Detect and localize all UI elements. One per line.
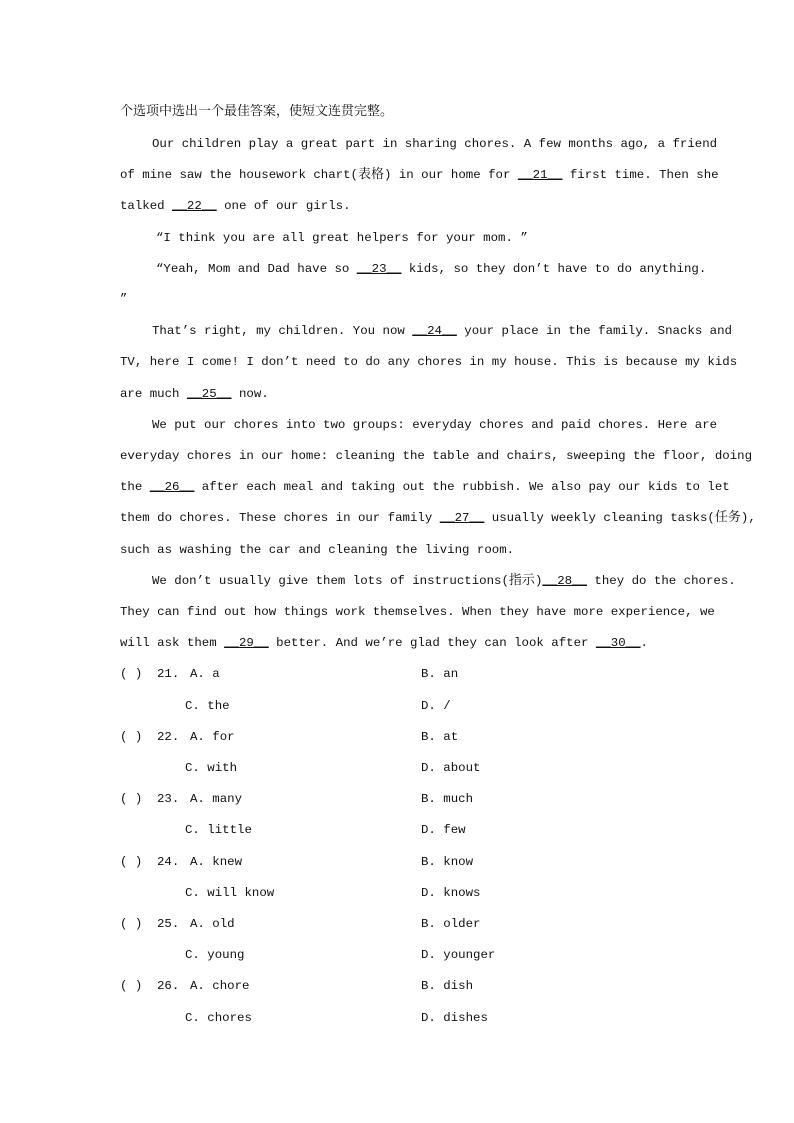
passage-text: ) in our home for — [383, 168, 518, 182]
passage-line — [152, 417, 718, 433]
answer-paren[interactable]: ( ) — [120, 979, 143, 993]
instruction-text: 个选项中选出一个最佳答案，使短文连贯完整。 — [120, 104, 394, 119]
question-25 — [120, 916, 680, 932]
passage-line — [152, 136, 718, 152]
question-24 — [120, 854, 680, 870]
option-a: A. knew — [190, 855, 243, 869]
question-number: 25. — [157, 917, 180, 931]
question-number: 21. — [157, 667, 180, 681]
passage-text: They can find out how things work themselves. When they have more experience, we — [120, 605, 715, 619]
question-24-row2 — [120, 885, 680, 901]
option-d: D. younger — [421, 948, 496, 962]
blank-30: __30__ — [595, 636, 641, 650]
option-b: B. dish — [421, 979, 474, 993]
option-c: C. chores — [185, 1011, 252, 1025]
passage-text: kids, so they don’t have to do anything. — [401, 262, 707, 276]
passage-text: everyday chores in our home: cleaning the table and chairs, sweeping the floor, doing — [120, 449, 753, 463]
question-22-row2 — [120, 760, 680, 776]
blank-27: __27__ — [439, 511, 485, 525]
passage-line — [120, 604, 715, 620]
passage-text: are much — [120, 387, 187, 401]
option-b: B. much — [421, 792, 474, 806]
option-d: D. knows — [421, 886, 481, 900]
passage-text: will ask them — [120, 636, 225, 650]
passage-line — [120, 479, 730, 495]
passage-text: ” — [120, 292, 128, 306]
answer-paren[interactable]: ( ) — [120, 917, 143, 931]
passage-text: after each meal and taking out the rubbish. We also pay our kids to let — [194, 480, 730, 494]
passage-text: talked — [120, 199, 173, 213]
passage-text: first time. Then she — [562, 168, 719, 182]
passage-text-cn: 指示 — [508, 573, 535, 588]
answer-paren[interactable]: ( ) — [120, 730, 143, 744]
option-b: B. an — [421, 667, 459, 681]
passage-line — [120, 198, 675, 214]
passage-text: now. — [231, 387, 269, 401]
question-number: 22. — [157, 730, 180, 744]
question-number: 23. — [157, 792, 180, 806]
passage-text: We don’t usually give them lots of instructions( — [152, 574, 509, 588]
passage-text-cn: 任务 — [714, 510, 741, 525]
blank-26: __26__ — [149, 480, 195, 494]
blank-29: __29__ — [224, 636, 269, 650]
option-c: C. little — [185, 823, 252, 837]
passage-text: better. And we’re glad they can look after — [268, 636, 596, 650]
blank-22: __22__ — [172, 199, 217, 213]
option-b: B. at — [421, 730, 459, 744]
passage-line — [120, 291, 675, 307]
passage-text: your place in the family. Snacks and — [456, 324, 732, 338]
question-26-row2 — [120, 1010, 680, 1026]
question-23-row2 — [120, 822, 680, 838]
passage-text: ), — [740, 511, 756, 525]
option-d: D. dishes — [421, 1011, 488, 1025]
blank-23: __23__ — [356, 262, 402, 276]
option-d: D. few — [421, 823, 466, 837]
passage-line — [120, 354, 738, 370]
question-number: 26. — [157, 979, 180, 993]
question-25-row2 — [120, 947, 680, 963]
question-21 — [120, 666, 680, 682]
option-a: A. many — [190, 792, 243, 806]
option-c: C. the — [185, 699, 230, 713]
question-26 — [120, 978, 680, 994]
answer-paren[interactable]: ( ) — [120, 855, 143, 869]
blank-25: __25__ — [186, 387, 232, 401]
blank-28: __28__ — [542, 574, 587, 588]
passage-line — [120, 510, 756, 526]
option-d: D. / — [421, 699, 451, 713]
answer-paren[interactable]: ( ) — [120, 667, 143, 681]
passage-text: usually weekly cleaning tasks( — [484, 511, 715, 525]
blank-24: __24__ — [412, 324, 457, 338]
passage-text: We put our chores into two groups: everyday chores and paid chores. Here are — [152, 418, 718, 432]
passage-line — [152, 323, 732, 339]
passage-text: the — [120, 480, 150, 494]
passage-line — [120, 386, 675, 402]
passage-text: TV, here I come! I don’t need to do any chores in my house. This is because my kids — [120, 355, 738, 369]
option-a: A. old — [190, 917, 235, 931]
option-b: B. older — [421, 917, 481, 931]
blank-21: __21__ — [517, 168, 563, 182]
option-c: C. young — [185, 948, 245, 962]
passage-text: “I think you are all great helpers for your mom. ” — [156, 231, 528, 245]
question-21-row2 — [120, 698, 680, 714]
question-23 — [120, 791, 680, 807]
passage-text: them do chores. These chores in our family — [120, 511, 440, 525]
option-a: A. chore — [190, 979, 250, 993]
passage-line — [120, 635, 675, 651]
passage-text: such as washing the car and cleaning the living room. — [120, 543, 515, 557]
passage-text: of mine saw the housework chart( — [120, 168, 358, 182]
option-b: B. know — [421, 855, 474, 869]
passage-line — [120, 448, 753, 464]
option-c: C. will know — [185, 886, 275, 900]
passage-line — [156, 230, 679, 246]
passage-line — [152, 573, 736, 589]
passage-text: one of our girls. — [216, 199, 351, 213]
passage-line — [156, 261, 707, 277]
option-d: D. about — [421, 761, 481, 775]
passage-text: . — [640, 636, 648, 650]
passage-text: ) — [534, 574, 543, 588]
answer-paren[interactable]: ( ) — [120, 792, 143, 806]
question-22 — [120, 729, 680, 745]
passage-line — [120, 167, 719, 183]
passage-text: That’s right, my children. You now — [152, 324, 413, 338]
option-a: A. for — [190, 730, 235, 744]
option-a: A. a — [190, 667, 220, 681]
question-number: 24. — [157, 855, 180, 869]
passage-line — [120, 542, 675, 558]
passage-text: Our children play a great part in sharing chores. A few months ago, a friend — [152, 137, 718, 151]
passage-text-cn: 表格 — [357, 167, 384, 182]
option-c: C. with — [185, 761, 238, 775]
passage-text: “Yeah, Mom and Dad have so — [156, 262, 357, 276]
passage-text: they do the chores. — [587, 574, 736, 588]
